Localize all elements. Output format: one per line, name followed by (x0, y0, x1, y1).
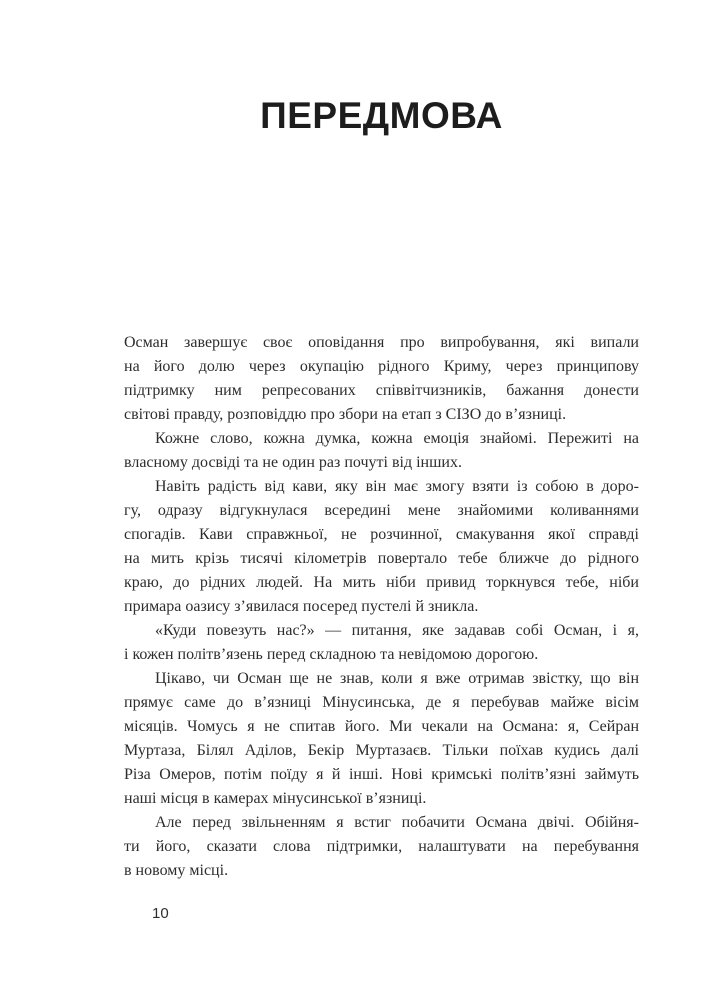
chapter-title: ПЕРЕДМОВА (260, 95, 503, 136)
text-line: прямує саме до в’язниці Мінусинська, де я перебував майже вісім (124, 694, 639, 711)
text-line: на мить крізь тисячі кілометрів повертало тебе ближче до рідного (124, 550, 639, 567)
text-line: наші місця в камерах мінусинської в’язниці. (124, 790, 427, 807)
paragraph (124, 619, 639, 667)
text-line: примара оазису з’явилася посеред пустелі й зникла. (124, 598, 479, 615)
text-line: світові правду, розповіддю про збори на етап з СІЗО до в’язниці. (124, 406, 567, 423)
page-number: 10 (152, 905, 169, 922)
text-line: ти його, сказати слова підтримки, налаштувати на перебування (124, 838, 639, 855)
paragraph (124, 667, 639, 811)
paragraph (124, 427, 639, 475)
text-line: Цікаво, чи Осман ще не знав, коли я вже отримав звістку, що він (155, 670, 639, 687)
text-line: спогадів. Кави справжньої, не розчинної, смакування якої справді (124, 526, 639, 543)
text-line: Але перед звільненням я встиг побачити Османа двічі. Обійня- (155, 814, 639, 831)
paragraph (124, 811, 639, 883)
text-line: «Куди повезуть нас?» — питання, яке задавав собі Осман, і я, (155, 622, 639, 639)
text-line: підтримку ним репресованих співвітчизників, бажання донести (124, 382, 639, 399)
text-line: гу, одразу відгукнулася всередині мене знайомими коливаннями (124, 502, 639, 519)
text-line: Навіть радість від кави, яку він має змогу взяти із собою в доро- (155, 478, 639, 495)
text-line: Кожне слово, кожна думка, кожна емоція знайомі. Пережиті на (155, 430, 639, 447)
text-line: Різа Омеров, потім поїду я й інші. Нові кримські політв’язні займуть (124, 766, 639, 783)
text-line: на його долю через окупацію рідного Криму, через принципову (124, 358, 639, 375)
text-line: в новому місці. (124, 862, 229, 879)
paragraph (124, 331, 639, 427)
text-line: Осман завершує своє оповідання про випробування, які випали (124, 334, 639, 351)
text-line: і кожен політв’язень перед складною та невідомою дорогою. (124, 646, 539, 663)
paragraph (124, 475, 639, 619)
text-line: Муртаза, Білял Аділов, Бекір Муртазаєв. Тільки поїхав кудись далі (124, 742, 639, 759)
text-line: краю, до рідних людей. На мить ніби привид торкнувся тебе, ніби (124, 574, 639, 591)
text-line: місяців. Чомусь я не спитав його. Ми чекали на Османа: я, Сейран (124, 718, 639, 735)
text-line: власному досвіді та не один раз почуті від інших. (124, 454, 462, 471)
body-text-block (124, 331, 639, 883)
